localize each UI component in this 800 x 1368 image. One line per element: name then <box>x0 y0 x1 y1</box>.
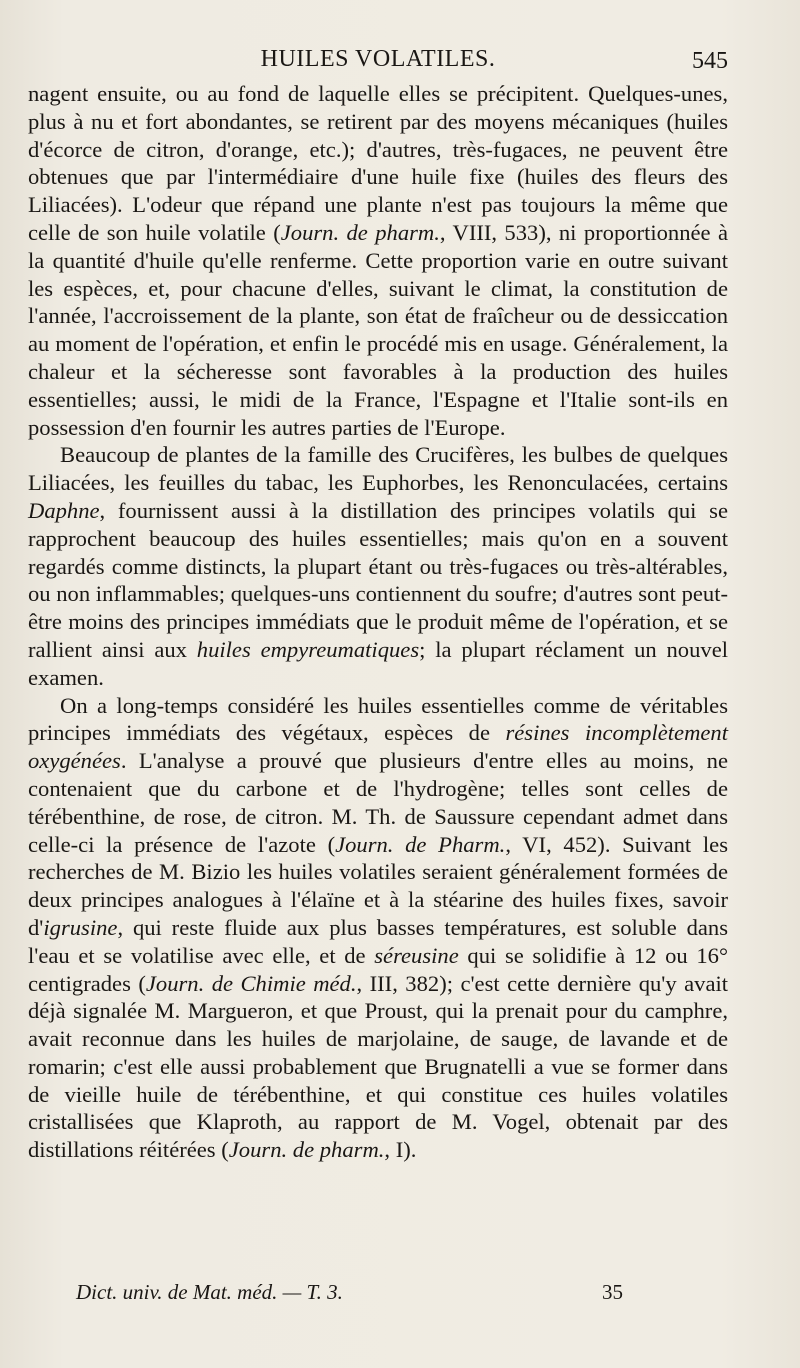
text-run: On a long-temps considéré les huiles essentielles comme de véritables principes immédiats des végétaux, espèces de <box>28 692 728 746</box>
italic-term: séreusine <box>374 942 459 968</box>
text-run: , VI, 452). Suivant les recherches de M. Bizio les huiles volatiles seraient généralement formées de deux principes analogues à l'élaïne et à la stéarine des huiles fixes, savoir d' <box>28 831 728 940</box>
text-run: ; la plupart réclament un nouvel examen. <box>28 636 728 690</box>
text-run: . L'analyse a prouvé que plusieurs d'entre elles au moins, ne contenaient que du carbone et de l'hydrogène; telles sont celles de térébenthine, de rose, de citron. M. Th. de Saussure cependant admet dans celle-ci la présence de l'azote ( <box>28 748 728 857</box>
page-number: 545 <box>692 48 728 74</box>
text-run: Beaucoup de plantes de la famille des Crucifères, les bulbes de quelques Liliacées, les feuilles du tabac, les Euphorbes, les Renonculacées, certains <box>28 442 728 496</box>
signature-mark: Dict. univ. de Mat. méd. — T. 3. <box>76 1280 343 1304</box>
italic-citation: Journ. de Pharm. <box>335 831 506 857</box>
italic-term: résines incomplètement oxygénées <box>28 720 728 774</box>
text-run: , I). <box>384 1137 417 1163</box>
text-run: , qui reste fluide aux plus basses températures, est soluble dans l'eau et se volatilise avec elle, et de <box>28 914 728 968</box>
paragraph <box>28 441 728 691</box>
italic-term: igrusine <box>43 914 118 940</box>
text-run: , fournissent aussi à la distillation des principes volatils qui se rapprochent beaucoup des huiles essentielles; mais qu'on en a souvent regardés comme distincts, la plupart étant ou très-fugaces ou très-altérables, ou non inflammables; quelques-uns contiennent du soufre; d'autres sont peut-être moins des principes immédiats que le produit même de l'opération, et se rallient ainsi aux <box>28 497 728 662</box>
body-text <box>28 80 728 1164</box>
italic-citation: Journ. de Chimie méd. <box>145 970 357 996</box>
page-footer <box>76 1280 636 1310</box>
text-run: , VIII, 533), ni proportionnée à la quantité d'huile qu'elle renferme. Cette proportion varie en outre suivant les espèces, et, pour chacune d'elles, suivant le climat, la constitution de l'année, l'accroissement de la plante, son état de fraîcheur ou de dessiccation au moment de l'opération, et enfin le procédé mis en usage. Généralement, la chaleur et la sécheresse sont favorables à la production des huiles essentielles; aussi, le midi de la France, l'Espagne et l'Italie sont-ils en possession d'en fournir les autres parties de l'Europe. <box>28 219 728 440</box>
italic-term: huiles empyreumatiques <box>196 636 420 662</box>
text-run: , III, 382); c'est cette dernière qu'y avait déjà signalée M. Margueron, et que Proust, qui la prenait pour du camphre, avait reconnue dans les huiles de marjolaine, de sauge, de lavande et de romarin; c'est elle aussi probablement que Brugnatelli a vue se former dans de vieille huile de térébenthine, et qui constitue ces huiles volatiles cristallisées que Klaproth, au rapport de M. Vogel, obtenait par des distillations réitérées ( <box>28 970 729 1163</box>
page-header <box>28 46 728 78</box>
italic-term: Daphne <box>28 497 100 523</box>
paragraph <box>28 80 728 441</box>
sheet-number: 35 <box>602 1280 623 1304</box>
running-title: HUILES VOLATILES. <box>260 46 496 72</box>
italic-citation: Journ. de pharm. <box>228 1137 385 1163</box>
text-run: nagent ensuite, ou au fond de laquelle elles se précipitent. Quelques-unes, plus à nu et fort abondantes, se retirent par des moyens mécaniques (huiles d'écorce de citron, d'orange, etc.); d'autres, très-fugaces, ne peuvent être obtenues que par l'intermédiaire d'une huile fixe (huiles des fleurs des Liliacées). L'odeur que répand une plante n'est pas toujours la même que celle de son huile volatile ( <box>28 81 728 245</box>
paragraph <box>28 692 728 1165</box>
text-run: qui se solidifie à 12 ou 16° centigrades ( <box>28 942 728 996</box>
italic-citation: Journ. de pharm. <box>280 219 440 245</box>
